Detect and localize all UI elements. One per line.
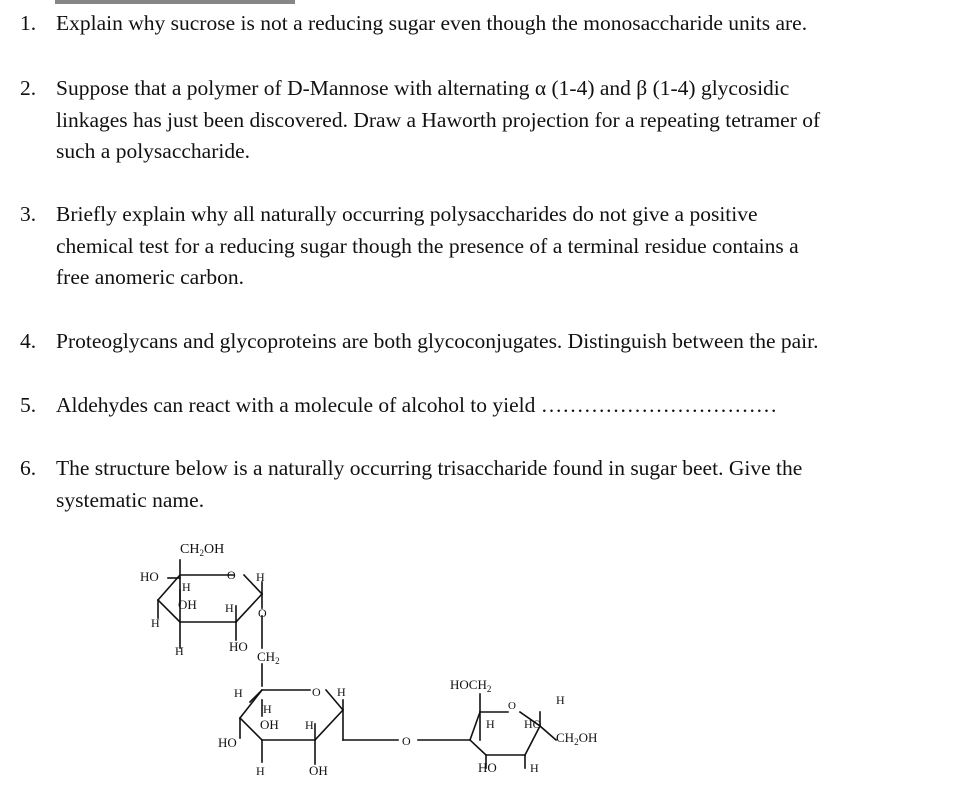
question-number: 2.: [20, 76, 37, 100]
h-label: H: [305, 718, 314, 732]
h-label: H: [263, 702, 272, 716]
h-label: H: [256, 764, 265, 778]
question-line: Aldehydes can react with a molecule of alcohol to yield ……………………………: [56, 393, 778, 417]
question-number: 3.: [20, 202, 37, 226]
hoch2-label: $HOCH_2$: [450, 677, 492, 694]
ring-oxygen-label: O: [312, 685, 321, 699]
h-label: H: [530, 761, 539, 775]
ring-oxygen-label: O: [227, 568, 236, 582]
h-label: H: [486, 717, 495, 731]
glycosidic-oxygen-label: O: [258, 606, 267, 620]
h-label: H: [556, 693, 565, 707]
h-label: H: [337, 685, 346, 699]
question-line: Explain why sucrose is not a reducing sugar even though the monosaccharide units are.: [56, 11, 808, 35]
question-line: The structure below is a naturally occurring trisaccharide found in sugar beet. Give the: [56, 456, 803, 480]
question-line: systematic name.: [56, 487, 205, 512]
oh-label: OH: [260, 717, 279, 732]
ho-label: HO: [524, 717, 542, 731]
oh-label: OH: [178, 597, 197, 612]
h-label: H: [256, 570, 265, 584]
ring-oxygen-label: O: [508, 700, 516, 712]
ho-label: HO: [218, 735, 237, 750]
question-line: such a polysaccharide.: [56, 139, 251, 163]
question-line: Suppose that a polymer of D-Mannose with alternating α (1-4) and β (1-4) glycosidic: [56, 76, 790, 100]
ch2oh-label: $CH_2OH$: [556, 730, 598, 747]
glycosidic-oxygen-label: O: [402, 734, 411, 748]
question-number: 5.: [20, 393, 37, 417]
oh-label: OH: [309, 763, 328, 778]
ch2oh-label: $CH_2OH$: [180, 542, 225, 558]
question-line: linkages has just been discovered. Draw a Haworth projection for a repeating tetramer of: [56, 107, 821, 132]
h-label: H: [151, 616, 160, 630]
ho-label: HO: [478, 760, 497, 775]
question-number: 6.: [20, 456, 37, 480]
ho-label: HO: [140, 569, 159, 584]
question-line: free anomeric carbon.: [56, 265, 245, 289]
question-line: Briefly explain why all naturally occurring polysaccharides do not give a positive: [56, 202, 758, 226]
h-label: H: [234, 686, 243, 700]
h-label: H: [182, 580, 191, 594]
h-label: H: [175, 644, 184, 658]
question-number: 4.: [20, 329, 37, 353]
ho-label: HO: [229, 639, 248, 654]
question-number: 1.: [20, 11, 37, 35]
question-line: Proteoglycans and glycoproteins are both glycoconjugates. Distinguish between the pair.: [56, 329, 819, 353]
h-label: H: [225, 601, 234, 615]
ch2-label: $CH_2$: [257, 649, 280, 666]
question-line: chemical test for a reducing sugar though the presence of a terminal residue contains a: [56, 233, 799, 258]
